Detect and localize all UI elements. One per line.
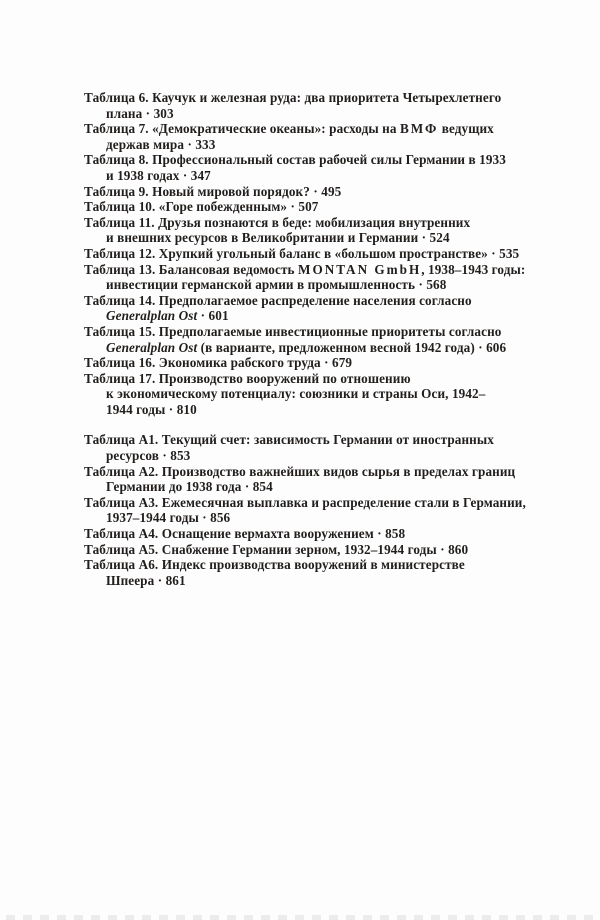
toc-entry-first-line [84,355,580,371]
toc-entry [84,542,580,558]
toc-entry [84,90,580,121]
toc-entry [84,152,580,183]
toc-text-run: Таблица А1. Текущий счет: зависимость Германии от иностранных [84,432,494,448]
toc-text-run: к экономическому потенциалу: союзники и страны Оси, 1942– [106,386,486,402]
toc-entry-first-line [84,152,580,168]
toc-text-run-spaced: MONTAN GmbH [298,261,422,277]
toc-text-run: Таблица 10. «Горе побежденным» · 507 [84,199,319,215]
toc-entry-continuation-line [84,340,580,356]
toc-text-run-spaced: ВМФ [399,121,439,137]
toc-entry-continuation-line [84,573,580,589]
toc-text-run: Таблица А5. Снабжение Германии зерном, 1932–1944 годы · 860 [84,541,469,557]
toc-text-run: Таблица 14. Предполагаемое распределение населения согласно [84,292,472,308]
toc-entry-first-line [84,371,580,387]
toc-text-run: Таблица 8. Профессиональный состав рабочей силы Германии в 1933 [84,152,506,168]
toc-text-run: · 601 [197,308,229,324]
page-bottom-edge-pattern [6,915,600,920]
toc-entry-first-line [84,557,580,573]
toc-text-run: Таблица 17. Производство вооружений по отношению [84,370,411,386]
toc-text-run: Таблица 13. Балансовая ведомость [84,261,298,277]
toc-text-run: Таблица А3. Ежемесячная выплавка и распределение стали в Германии, [84,494,526,510]
toc-entry-first-line [84,324,580,340]
toc-text-run: Таблица 11. Друзья познаются в беде: мобилизация внутренних [84,214,471,230]
toc-text-run: ведущих [438,121,494,137]
toc-entry-first-line [84,542,580,558]
toc-text-run: и 1938 годах · 347 [106,167,211,183]
toc-section-appendix-tables [84,432,580,588]
toc-entry-first-line [84,464,580,480]
toc-entry-first-line [84,90,580,106]
toc-entry-continuation-line [84,106,580,122]
toc-text-run: инвестиции германской армии в промышленность · 568 [106,277,447,293]
toc-text-run: Германии до 1938 года · 854 [106,479,273,495]
toc-entry-continuation-line [84,308,580,324]
toc-text-run-italic: Generalplan Ost [106,308,198,324]
toc-entry [84,371,580,418]
toc-text-run: 1937–1944 годы · 856 [106,510,231,526]
toc-entry [84,324,580,355]
toc-entry-continuation-line [84,448,580,464]
toc-text-run: Таблица 6. Каучук и железная руда: два приоритета Четырехлетнего [84,90,502,105]
toc-text-run: Таблица А4. Оснащение вермахта вооружением · 858 [84,526,406,542]
toc-text-run: Таблица 7. «Демократические океаны»: расходы на [84,121,400,137]
toc-text-run: плана · 303 [106,105,174,121]
toc-entry-first-line [84,495,580,511]
toc-text-run: Таблица 9. Новый мировой порядок? · 495 [84,183,342,199]
toc-entry [84,215,580,246]
toc-text-run: Таблица 16. Экономика рабского труда · 679 [84,355,353,371]
toc-entry-continuation-line [84,386,580,402]
toc-entry-continuation-line [84,168,580,184]
toc-section-numbered-tables [84,90,580,417]
toc-entry [84,246,580,262]
toc-entry-first-line [84,199,580,215]
toc-entry-first-line [84,526,580,542]
toc-text-run: Шпеера · 861 [106,572,186,588]
toc [84,90,580,588]
toc-entry-continuation-line [84,510,580,526]
toc-text-run: Таблица 15. Предполагаемые инвестиционные приоритеты согласно [84,323,502,339]
toc-entry-first-line [84,432,580,448]
toc-entry-first-line [84,184,580,200]
toc-entry [84,184,580,200]
toc-entry-first-line [84,215,580,231]
toc-entry-first-line [84,262,580,278]
toc-text-run: держав мира · 333 [106,136,216,152]
toc-entry-continuation-line [84,230,580,246]
toc-entry-continuation-line [84,402,580,418]
toc-entry-continuation-line [84,137,580,153]
toc-entry-first-line [84,246,580,262]
toc-entry [84,432,580,463]
toc-entry [84,557,580,588]
toc-entry [84,199,580,215]
toc-entry [84,464,580,495]
toc-text-run-italic: Generalplan Ost [106,339,198,355]
toc-entry-first-line [84,121,580,137]
toc-entry [84,355,580,371]
toc-text-run: Таблица 12. Хрупкий угольный баланс в «большом пространстве» · 535 [84,245,520,261]
toc-entry [84,121,580,152]
toc-entry [84,293,580,324]
toc-text-run: ресурсов · 853 [106,448,191,464]
toc-entry-continuation-line [84,277,580,293]
toc-entry [84,495,580,526]
toc-text-run: 1944 годы · 810 [106,401,197,417]
toc-text-run: (в варианте, предложенном весной 1942 года) · 606 [197,339,507,355]
toc-entry [84,262,580,293]
toc-entry-first-line [84,293,580,309]
toc-text-run: Таблица А2. Производство важнейших видов сырья в пределах границ [84,463,516,479]
toc-entry [84,526,580,542]
toc-text-run: , 1938–1943 годы: [421,261,526,277]
toc-entry-continuation-line [84,479,580,495]
toc-text-run: Таблица А6. Индекс производства вооружений в министерстве [84,557,465,573]
toc-text-run: и внешних ресурсов в Великобритании и Германии · 524 [106,230,450,246]
